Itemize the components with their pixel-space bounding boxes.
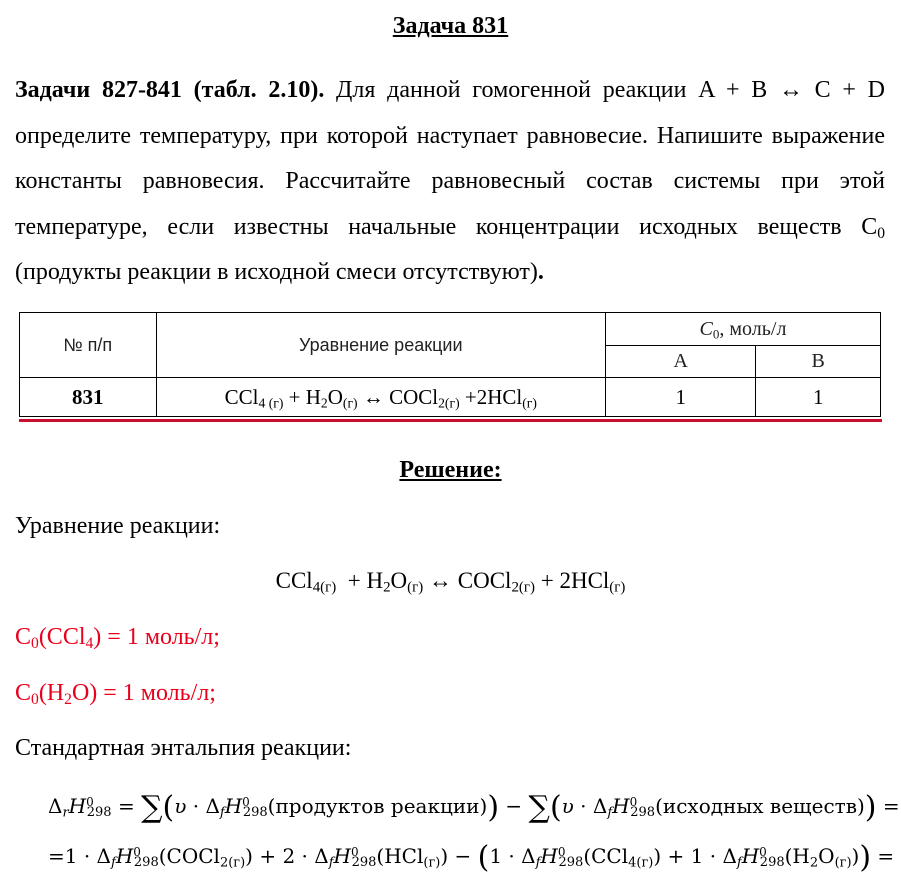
enthalpy-formula-substituted: $=1 \cdot \Delta_fH^0_{298}(COCl_{2(г)}) + 2 \cdot \Delta_fH^0_{298}(HCl_{(г)}) - (1 \cdot \Delta_fH^0_{298}(CCl_{4(г)}) + 1 \cdot \Delta_fH^0_{298}(H_2O_{(г)}))$ =: [48, 840, 895, 875]
concentration-h2o: $C_0(H_2O) = 1$ моль/л;: [15, 680, 216, 708]
reaction-equation: $CCl_{4(г)} + H_2O_{(г)}$ ↔ COCl$_{2(г)}$ + 2HCl$_{(г)}$: [275, 568, 626, 596]
col-header-a: A: [605, 346, 755, 378]
condition-text-end: (продукты реакции в исходной смеси отсутствуют): [15, 259, 538, 285]
equation-label: Уравнение реакции:: [15, 513, 221, 539]
concentration-ccl4: $C_0(CCl_4) = 1$ моль/л;: [15, 624, 220, 652]
problem-condition: [15, 68, 885, 296]
col-header-b: B: [756, 346, 881, 378]
c0-unit: , моль/л: [719, 317, 787, 340]
reaction-table: [19, 312, 881, 420]
col-header-number: № п/п: [20, 313, 157, 378]
cell-number: 831: [20, 378, 157, 417]
enthalpy-formula-general: $\Delta_rH^0_{298} = \sum(\upsilon$ · $\Delta_fH^0_{298}(продуктов$ реакции)) − $\sum(\upsilon \cdot \Delta_fH^0_{298}(исходных$ веществ)) =: [48, 790, 900, 825]
products-label: (продуктов реакции): [267, 794, 488, 818]
cell-a: 1: [605, 378, 755, 417]
condition-dot: .: [537, 259, 544, 285]
condition-bold-prefix: Задачи 827-841 (табл. 2.10).: [15, 77, 325, 103]
cell-b: 1: [756, 378, 881, 417]
col-header-c0: [605, 313, 880, 346]
cell-equation: $CCl_{4 (г)} + H_2O_{(г)}$ ↔ COCl$_{2(г)}$ +2HCl$_{(г)}$: [156, 378, 605, 417]
enthalpy-label: Стандартная энтальпия реакции:: [15, 735, 352, 761]
condition-sub: 0: [877, 224, 885, 242]
reactants-label: (исходных веществ): [655, 794, 865, 818]
c0-letter: C: [699, 317, 713, 340]
solution-title: Решение:: [399, 457, 502, 483]
page-title: Задача 831: [392, 13, 509, 39]
red-divider: [19, 419, 882, 422]
condition-text: Для данной гомогенной реакции A + B ↔ C + D определите температуру, при которой наступает равновесие. Напишите выражение константы равновесия. Рассчитайте равновесный состав системы при этой температуре, если известны начальные концентрации исходных веществ C: [15, 77, 886, 240]
col-header-equation: Уравнение реакции: [156, 313, 605, 378]
table-row: [20, 378, 881, 417]
c0-sub: 0: [712, 325, 720, 341]
